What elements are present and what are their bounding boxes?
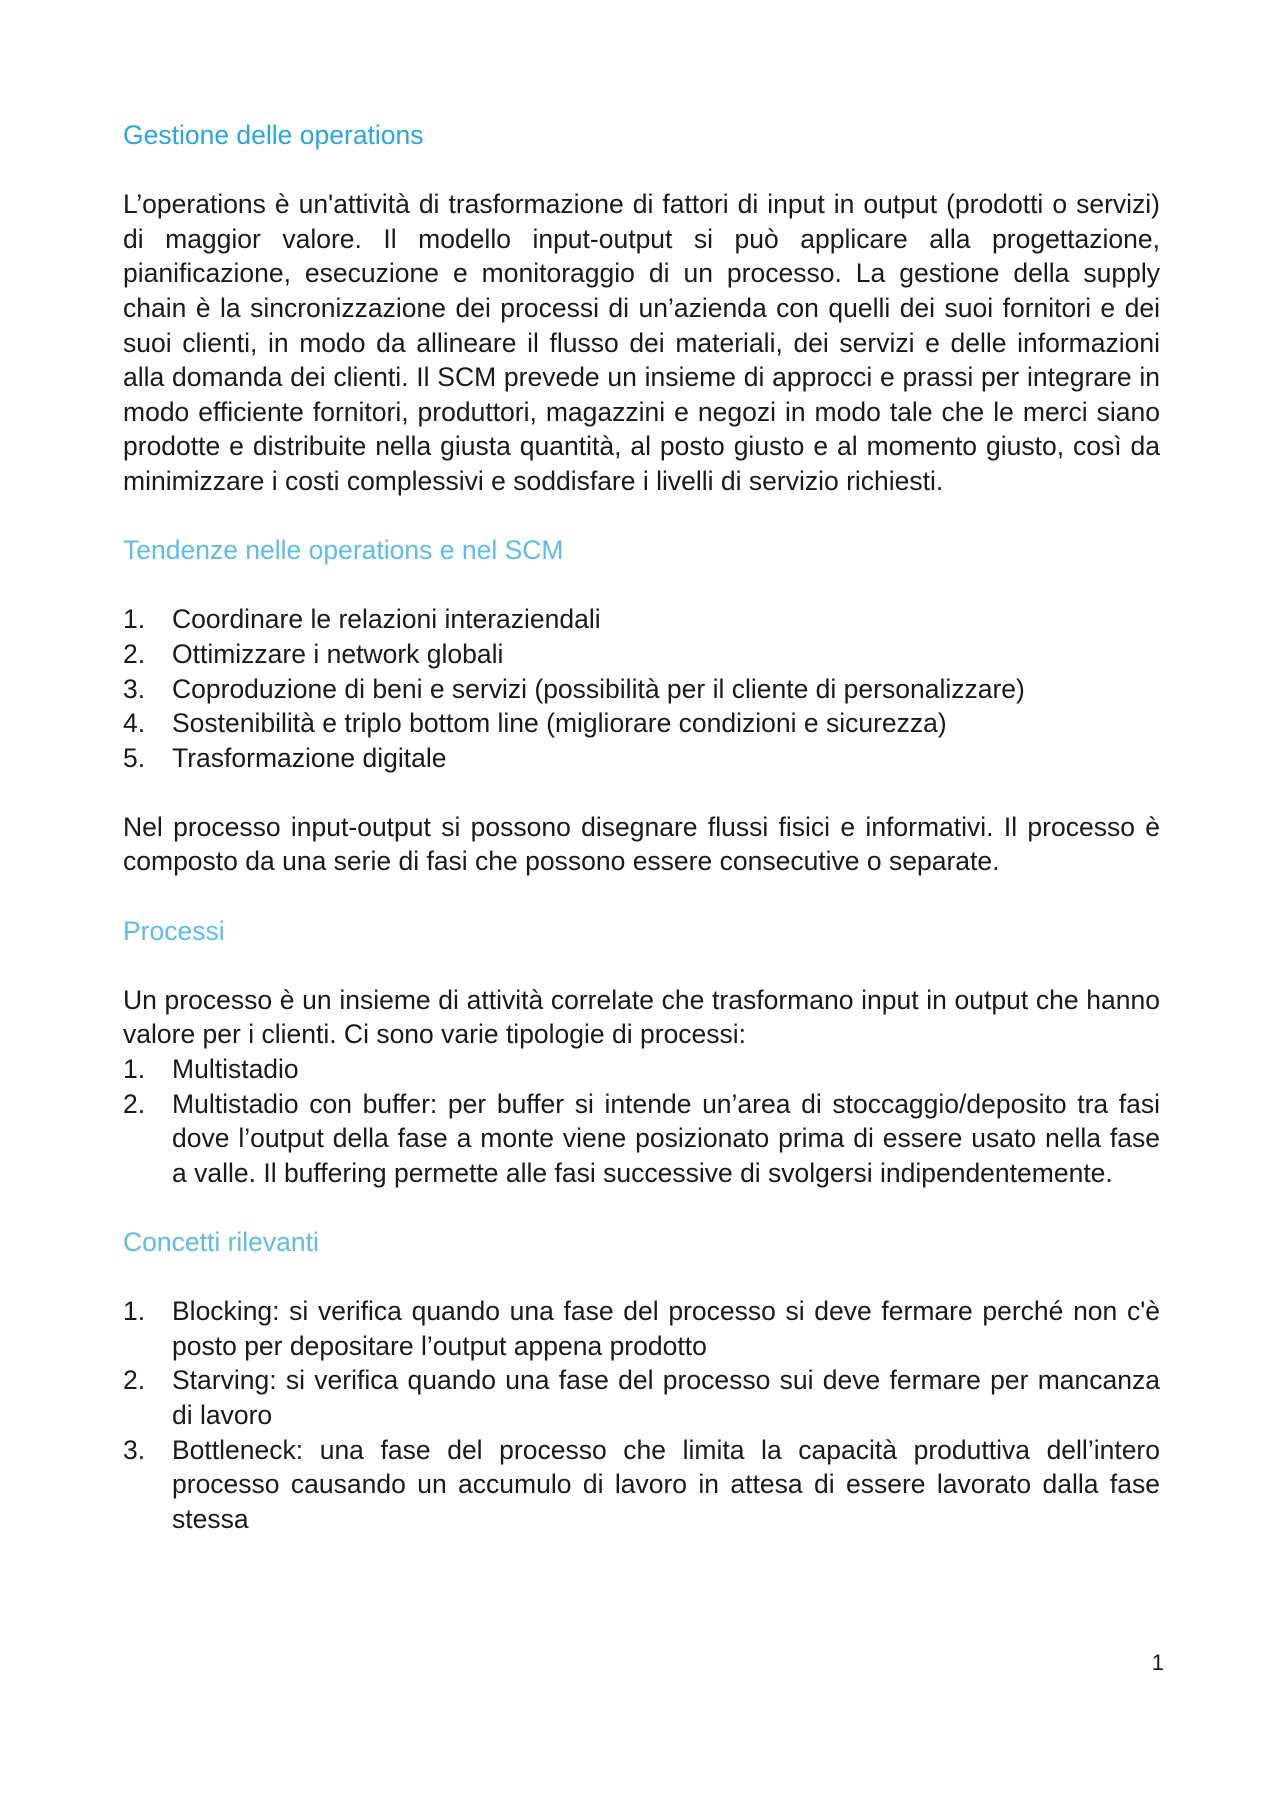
trends-list — [123, 602, 1160, 775]
list-item: 2. Ottimizzare i network globali — [123, 638, 504, 669]
section-title-operations: Gestione delle operations — [123, 120, 424, 150]
concepts-list — [123, 1294, 1160, 1536]
list-item: 2. Multistadio con buffer: per buffer si intende un’area di stoccaggio/deposito tra fasi dove l’output della fase a monte viene posizionato prima di essere usato nella fase a valle. Il buffering permette alle fasi successive di svolgersi indipendentemente. — [123, 1088, 1160, 1188]
paragraph-operations: L’operations è un'attività di trasformazione di fattori di input in output (prodotti o servizi) di maggior valore. Il modello input-output si può applicare alla progettazione, pianificazione, esecuzione e monitoraggio di un processo. La gestione della supply chain è la sincronizzazione dei processi di un’azienda con quelli dei suoi fornitori e dei suoi clienti, in modo da allineare il flusso dei materiali, dei servizi e delle informazioni alla domanda dei clienti. Il SCM prevede un insieme di approcci e prassi per integrare in modo efficiente fornitori, produttori, magazzini e negozi in modo tale che le merci siano prodotte e distribuite nella giusta quantità, al posto giusto e al momento giusto, così da minimizzare i costi complessivi e soddisfare i livelli di servizio richiesti. — [123, 189, 1160, 496]
processes-list — [123, 1052, 1160, 1190]
list-item: 1. Blocking: si verifica quando una fase del processo si deve fermare perché non c'è posto per depositare l’output appena prodotto — [123, 1296, 1160, 1361]
paragraph-process-flows: Nel processo input-output si possono disegnare flussi fisici e informativi. Il processo è composto da una serie di fasi che possono essere consecutive o separate. — [123, 811, 1160, 877]
page-number: 1 — [1151, 1650, 1164, 1675]
section-title-concepts: Concetti rilevanti — [123, 1227, 319, 1257]
section-title-trends: Tendenze nelle operations e nel SCM — [123, 535, 564, 566]
list-item: 2. Starving: si verifica quando una fase del processo sui deve fermare per mancanza di lavoro — [123, 1365, 1160, 1430]
list-item: 4. Sostenibilità e triplo bottom line (migliorare condizioni e sicurezza) — [123, 708, 947, 739]
list-item: 1. Coordinare le relazioni interaziendali — [123, 604, 601, 635]
list-item: 1. Multistadio — [123, 1054, 299, 1085]
document-page — [123, 118, 1160, 1536]
paragraph-processes: Un processo è un insieme di attività correlate che trasformano input in output che hanno valore per i clienti. Ci sono varie tipologie di processi: — [123, 984, 1160, 1050]
list-item: 3. Coproduzione di beni e servizi (possibilità per il cliente di personalizzare) — [123, 673, 1025, 704]
list-item: 5. Trasformazione digitale — [123, 742, 447, 773]
section-title-processes: Processi — [123, 915, 225, 946]
list-item: 3. Bottleneck: una fase del processo che limita la capacità produttiva dell’intero processo causando un accumulo di lavoro in attesa di essere lavorato dalla fase stessa — [123, 1434, 1160, 1534]
